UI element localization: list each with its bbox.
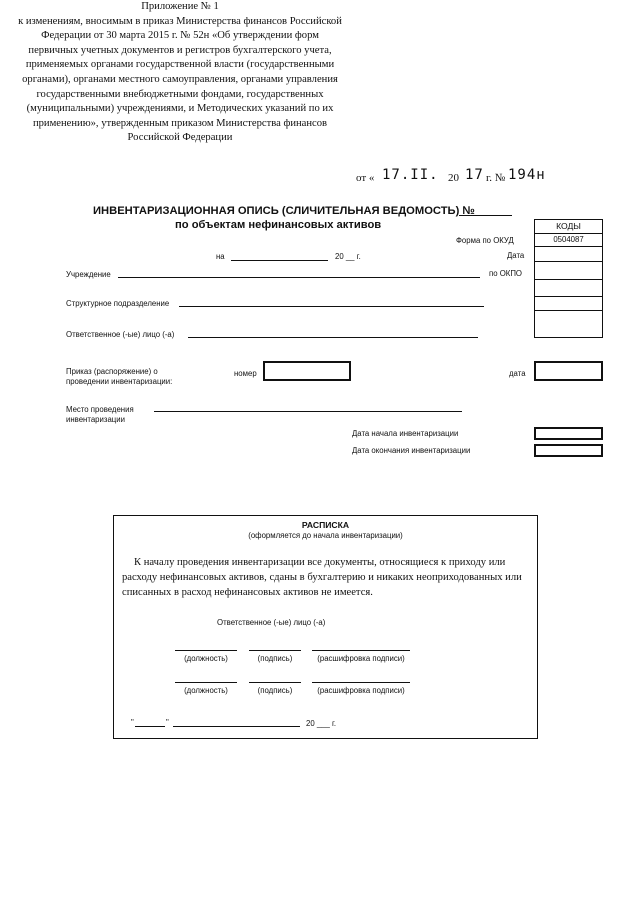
place-label: Место проведения bbox=[66, 405, 134, 414]
signature-caption: (подпись) bbox=[257, 686, 293, 695]
okud-label: Форма по ОКУД bbox=[456, 236, 514, 245]
on-date-prefix: на bbox=[216, 252, 225, 261]
appendix-line: органами), органами местного самоуправления, органами управления bbox=[22, 73, 338, 85]
order-number-input[interactable] bbox=[263, 361, 351, 381]
receipt-subtitle: (оформляется до начала инвентаризации) bbox=[248, 531, 403, 540]
signature-line[interactable] bbox=[249, 682, 301, 683]
place-field[interactable] bbox=[154, 411, 462, 412]
position-caption: (должность) bbox=[184, 686, 228, 695]
place-label: инвентаризации bbox=[66, 415, 125, 424]
signature-caption: (подпись) bbox=[257, 654, 293, 663]
order-label: Приказ (распоряжение) о bbox=[66, 367, 158, 376]
order-date-input[interactable] bbox=[534, 361, 603, 381]
receipt-date-open-quote: " bbox=[131, 718, 134, 727]
appendix-line: Российской Федерации bbox=[127, 132, 233, 144]
appendix-line: применяемых органами государственной власти (государственными bbox=[25, 59, 335, 71]
position-line[interactable] bbox=[175, 682, 237, 683]
position-line[interactable] bbox=[175, 650, 237, 651]
codes-divider bbox=[534, 279, 603, 280]
end-date-input[interactable] bbox=[534, 444, 603, 457]
appendix-year-prefix: 20 bbox=[448, 172, 459, 184]
receipt-date-year: 20 ___ г. bbox=[306, 719, 337, 728]
appendix-line: Федерации от 30 марта 2015 г. № 52н «Об утверждении форм bbox=[41, 30, 319, 42]
title-number-line bbox=[459, 215, 512, 216]
receipt-date-close-quote: " bbox=[166, 718, 169, 727]
signature-line[interactable] bbox=[249, 650, 301, 651]
handwritten-year: 17 bbox=[465, 167, 484, 183]
decoding-caption: (расшифровка подписи) bbox=[317, 654, 405, 663]
order-date-label: дата bbox=[509, 369, 526, 378]
form-subtitle: по объектам нефинансовых активов bbox=[175, 219, 382, 231]
receipt-text-line: расходу нефинансовых активов, сданы в бухгалтерию и никаких неоприходованных или bbox=[122, 572, 522, 583]
appendix-header bbox=[0, 0, 360, 146]
okpo-label: по ОКПО bbox=[489, 269, 522, 278]
end-date-label: Дата окончания инвентаризации bbox=[352, 446, 471, 455]
receipt-text-line: К началу проведения инвентаризации все документы, относящиеся к приходу или bbox=[134, 557, 506, 568]
responsible-field[interactable] bbox=[188, 337, 478, 338]
start-date-input[interactable] bbox=[534, 427, 603, 440]
decoding-line[interactable] bbox=[312, 682, 410, 683]
codes-divider bbox=[534, 296, 603, 297]
handwritten-order-number: 194н bbox=[508, 167, 546, 183]
receipt-month-line[interactable] bbox=[173, 726, 300, 727]
appendix-date-prefix: от « bbox=[356, 172, 375, 184]
codes-divider bbox=[534, 310, 603, 311]
codes-divider bbox=[534, 261, 603, 262]
receipt-responsible-label: Ответственное (-ые) лицо (-а) bbox=[217, 618, 326, 627]
on-date-line[interactable] bbox=[231, 260, 328, 261]
receipt-title: РАСПИСКА bbox=[301, 520, 350, 530]
start-date-label: Дата начала инвентаризации bbox=[352, 429, 459, 438]
receipt-text-line: списанных в расход нефинансовых активов не имеется. bbox=[122, 587, 373, 598]
form-title: ИНВЕНТАРИЗАЦИОННАЯ ОПИСЬ (СЛИЧИТЕЛЬНАЯ ВЕДОМОСТЬ) № bbox=[93, 205, 475, 217]
appendix-line: государственными внебюджетными фондами, государственных bbox=[36, 88, 324, 100]
appendix-line: первичных учетных документов и регистров бухгалтерского учета, bbox=[28, 44, 332, 56]
appendix-line: применению», утвержденным приказом Министерства финансов bbox=[32, 117, 328, 129]
handwritten-date: 17.II. bbox=[382, 167, 439, 183]
responsible-label: Ответственное (-ые) лицо (-а) bbox=[66, 330, 175, 339]
subdivision-label: Структурное подразделение bbox=[66, 299, 170, 308]
order-number-label: номер bbox=[234, 369, 257, 378]
receipt-day-line[interactable] bbox=[135, 726, 165, 727]
subdivision-field[interactable] bbox=[179, 306, 484, 307]
decoding-caption: (расшифровка подписи) bbox=[317, 686, 405, 695]
date-label: Дата bbox=[507, 251, 525, 260]
appendix-number-label: г. № bbox=[486, 172, 506, 184]
codes-header: КОДЫ bbox=[556, 221, 581, 231]
okud-code: 0504087 bbox=[553, 235, 584, 244]
appendix-line: (муниципальными) учреждениями, и Методических указаний по их bbox=[26, 103, 334, 115]
on-date-year: 20 __ г. bbox=[335, 252, 361, 261]
institution-label: Учреждение bbox=[66, 270, 111, 279]
order-label: проведении инвентаризации: bbox=[66, 377, 173, 386]
receipt-box bbox=[113, 515, 538, 739]
decoding-line[interactable] bbox=[312, 650, 410, 651]
institution-field[interactable] bbox=[118, 277, 480, 278]
appendix-line: Приложение № 1 bbox=[141, 1, 219, 12]
position-caption: (должность) bbox=[184, 654, 228, 663]
appendix-line: к изменениям, вносимым в приказ Министерства финансов Российской bbox=[18, 15, 342, 27]
